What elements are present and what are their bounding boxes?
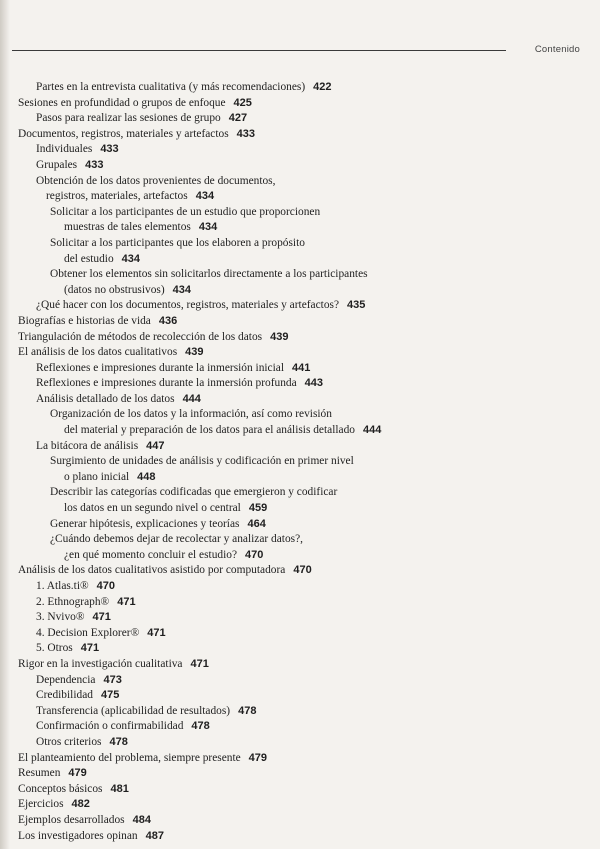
toc-entry-title: 3. Nvivo® — [36, 611, 85, 624]
toc-entry-title: o plano inicial — [64, 470, 130, 483]
toc-page-number: 434 — [121, 252, 141, 265]
toc-page-number: 478 — [238, 704, 257, 717]
toc-entry-title: Organización de los datos y la información, así como revisión — [50, 408, 332, 421]
toc-page-number: 470 — [245, 548, 264, 561]
toc-page-number: 433 — [85, 158, 104, 171]
toc-entry-title: del estudio — [64, 252, 114, 265]
toc-entry-continuation — [18, 283, 583, 299]
toc-page-number: 427 — [228, 112, 248, 125]
toc-page-number: 448 — [137, 470, 156, 483]
toc-page-number: 443 — [304, 377, 324, 390]
toc-page-number: 436 — [158, 314, 178, 327]
toc-entry — [18, 657, 583, 673]
toc-page-number: 471 — [92, 611, 111, 624]
toc-page-number: 425 — [233, 96, 252, 109]
toc-page-number: 435 — [347, 299, 366, 312]
toc-entry-continuation — [18, 252, 583, 268]
toc-entry-continuation — [18, 189, 583, 205]
toc-page-number: 433 — [236, 127, 256, 140]
toc-entry — [18, 532, 583, 548]
toc-entry-title: El planteamiento del problema, siempre presente — [18, 751, 241, 764]
toc-entry-title: Surgimiento de unidades de análisis y codificación en primer nivel — [50, 455, 354, 468]
toc-entry-title: Credibilidad — [36, 689, 93, 702]
toc-entry-title: Describir las categorías codificadas que emergieron y codificar — [50, 486, 338, 499]
toc-entry — [18, 267, 583, 283]
toc-page-number: 479 — [68, 767, 87, 780]
toc-page-number: 475 — [100, 689, 120, 702]
toc-entry — [18, 688, 583, 704]
toc-entry-title: Otros criterios — [36, 735, 102, 748]
toc-entry-title: Generar hipótesis, explicaciones y teorías — [50, 517, 240, 530]
toc-entry-continuation — [18, 470, 583, 486]
toc-entry — [18, 80, 583, 96]
toc-page-number: 471 — [190, 657, 209, 670]
toc-page-number: 441 — [292, 361, 311, 374]
toc-entry-title: Sesiones en profundidad o grupos de enfoque — [18, 96, 226, 109]
toc-entry — [18, 158, 583, 174]
toc-entry — [18, 298, 583, 314]
toc-page-number: 434 — [195, 190, 215, 203]
toc-entry-title: muestras de tales elementos — [64, 221, 191, 234]
book-spine-shadow — [0, 0, 10, 849]
toc-entry — [18, 439, 583, 455]
toc-entry — [18, 376, 583, 392]
toc-entry-title: 2. Ethnograph® — [36, 595, 110, 608]
toc-entry-title: Solicitar a los participantes de un estudio que proporcionen — [50, 205, 321, 218]
toc-entry-title: Resumen — [18, 767, 61, 780]
toc-entry-title: registros, materiales, artefactos — [46, 190, 188, 203]
toc-entry — [18, 454, 583, 470]
toc-entry — [18, 579, 583, 595]
toc-entry-title: Confirmación o confirmabilidad — [36, 720, 184, 733]
toc-entry — [18, 392, 583, 408]
toc-entry-title: El análisis de los datos cualitativos — [18, 346, 178, 359]
toc-entry-title: Reflexiones e impresiones durante la inmersión profunda — [36, 377, 297, 390]
toc-entry-continuation — [18, 220, 583, 236]
toc-entry-continuation — [18, 501, 583, 517]
toc-entry-title: Biografías e historias de vida — [18, 314, 151, 327]
toc-entry — [18, 236, 583, 252]
toc-entry-continuation — [18, 423, 583, 439]
toc-page-number: 434 — [172, 283, 191, 296]
toc-entry — [18, 797, 583, 813]
toc-entry-title: Documentos, registros, materiales y artefactos — [18, 127, 229, 140]
toc-entry — [18, 751, 583, 767]
toc-entry-title: La bitácora de análisis — [36, 439, 139, 452]
toc-entry — [18, 782, 583, 798]
toc-entry — [18, 314, 583, 330]
toc-page-number: 459 — [248, 502, 268, 515]
toc-entry-title: Análisis detallado de los datos — [36, 392, 175, 405]
toc-entry-title: Conceptos básicos — [18, 782, 103, 795]
toc-page-number: 433 — [100, 143, 119, 156]
toc-entry-title: Los investigadores opinan — [18, 829, 138, 842]
table-of-contents — [18, 80, 583, 844]
toc-page-number: 444 — [362, 424, 382, 437]
toc-page-number: 471 — [80, 642, 100, 655]
toc-entry — [18, 766, 583, 782]
toc-entry — [18, 174, 583, 190]
toc-entry-title: Ejercicios — [18, 798, 64, 811]
toc-entry — [18, 735, 583, 751]
toc-entry — [18, 595, 583, 611]
toc-entry-title: (datos no obstrusivos) — [64, 283, 165, 296]
toc-entry — [18, 517, 583, 533]
toc-entry — [18, 330, 583, 346]
toc-entry-title: Pasos para realizar las sesiones de grupo — [36, 112, 221, 125]
toc-page-number: 439 — [270, 330, 289, 343]
toc-entry — [18, 205, 583, 221]
toc-page-number: 471 — [147, 626, 166, 639]
toc-entry-title: 4. Decision Explorer® — [36, 626, 140, 639]
toc-entry-title: Ejemplos desarrollados — [18, 813, 125, 826]
toc-page-number: 447 — [146, 439, 165, 452]
toc-entry-title: ¿en qué momento concluir el estudio? — [64, 548, 238, 561]
toc-entry — [18, 96, 583, 112]
toc-page-number: 487 — [145, 829, 164, 842]
toc-page-number: 471 — [117, 595, 136, 608]
toc-page-number: 470 — [293, 564, 312, 577]
toc-page-number: 482 — [71, 798, 90, 811]
toc-page-number: 444 — [182, 392, 201, 405]
toc-page-number: 478 — [109, 735, 128, 748]
toc-entry — [18, 673, 583, 689]
toc-entry-title: Transferencia (aplicabilidad de resultados) — [36, 704, 231, 717]
toc-entry-title: del material y preparación de los datos para el análisis detallado — [64, 424, 355, 437]
toc-entry — [18, 111, 583, 127]
toc-entry-title: Partes en la entrevista cualitativa (y más recomendaciones) — [36, 81, 306, 93]
toc-entry — [18, 719, 583, 735]
toc-entry-title: Grupales — [36, 158, 78, 171]
toc-entry — [18, 407, 583, 423]
toc-entry-title: Individuales — [36, 143, 93, 156]
toc-entry-title: Obtener los elementos sin solicitarlos directamente a los participantes — [50, 268, 368, 281]
toc-page-number: 484 — [132, 813, 151, 826]
toc-page-number: 422 — [313, 81, 332, 93]
toc-entry-title: Triangulación de métodos de recolección de los datos — [18, 330, 263, 343]
toc-entry-title: ¿Cuándo debemos dejar de recolectar y analizar datos?, — [50, 533, 304, 546]
toc-entry-title: ¿Qué hacer con los documentos, registros, materiales y artefactos? — [36, 299, 339, 312]
header-rule — [12, 50, 506, 51]
toc-entry — [18, 361, 583, 377]
toc-entry-title: Dependencia — [36, 673, 96, 686]
toc-entry-title: los datos en un segundo nivel o central — [64, 502, 241, 515]
toc-page-number: 439 — [185, 346, 204, 359]
toc-entry — [18, 641, 583, 657]
toc-page-number: 478 — [191, 720, 210, 733]
toc-entry — [18, 127, 583, 143]
toc-entry — [18, 610, 583, 626]
toc-page-number: 479 — [248, 751, 268, 764]
toc-entry-title: Reflexiones e impresiones durante la inmersión inicial — [36, 361, 284, 374]
toc-entry — [18, 345, 583, 361]
toc-entry-title: Análisis de los datos cualitativos asistido por computadora — [18, 564, 286, 577]
toc-entry — [18, 626, 583, 642]
toc-entry — [18, 563, 583, 579]
toc-entry-continuation — [18, 548, 583, 564]
toc-page-number: 464 — [247, 517, 266, 530]
toc-entry — [18, 813, 583, 829]
toc-page-number: 473 — [103, 673, 122, 686]
toc-entry-title: Rigor en la investigación cualitativa — [18, 657, 183, 670]
toc-entry — [18, 829, 583, 845]
running-header: Contenido — [534, 44, 580, 55]
toc-entry — [18, 704, 583, 720]
toc-page-number: 470 — [96, 580, 115, 592]
toc-entry-title: Solicitar a los participantes que los elaboren a propósito — [50, 236, 305, 249]
toc-page-number: 434 — [198, 221, 218, 234]
toc-entry-title: 5. Otros — [36, 642, 73, 655]
toc-page-number: 481 — [110, 782, 129, 795]
toc-entry-title: Obtención de los datos provenientes de documentos, — [36, 174, 276, 187]
toc-entry-title: 1. Atlas.ti® — [36, 580, 89, 592]
toc-entry — [18, 142, 583, 158]
toc-entry — [18, 485, 583, 501]
